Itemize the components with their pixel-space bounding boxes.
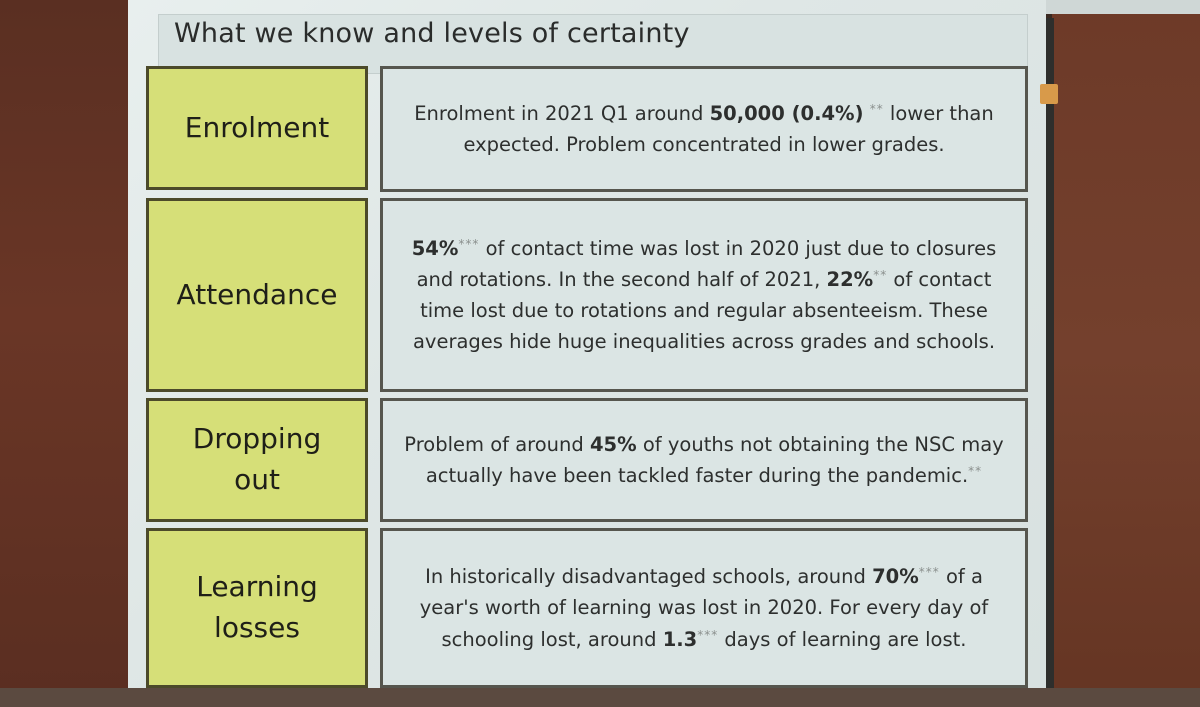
description-text: of contact time was lost in 2020 just due to closures and rotations. In the second half of 2021, [416,236,997,291]
description-text: of a year's worth of learning was lost in 2020. For every day of schooling lost, around [419,565,989,651]
row-label: Learning losses [196,570,318,644]
key-figure: 45% [589,432,637,456]
row-label: Dropping out [192,422,322,496]
row-description-cell [380,198,1028,392]
row-description [401,233,1007,358]
key-figure: 54% [411,236,459,260]
description-text: lower than expected. Problem concentrated in lower grades. [463,101,994,156]
description-text: In historically disadvantaged schools, around [425,565,873,589]
description-text: Problem of around [404,432,590,456]
certainty-stars: *** [918,565,940,580]
row-description-cell [380,528,1028,688]
slide-marker [1040,84,1058,104]
table-row-attendance [146,198,1026,392]
background-wall-right [1052,0,1200,707]
certainty-stars: *** [458,236,480,251]
key-figure: 1.3 [662,627,698,651]
row-description [401,98,1007,160]
row-label-cell [146,528,368,688]
row-label-cell [146,398,368,522]
background-wall-left [0,0,128,707]
table-row-dropping-out [146,398,1026,522]
projected-slide [128,0,1046,690]
table-row-enrolment [146,66,1026,190]
certainty-stars: ** [968,464,983,478]
description-text: days of learning are lost. [718,627,967,651]
row-description [401,561,1007,655]
slide-title: What we know and levels of certainty [174,18,690,49]
key-figure: 22% [826,267,874,291]
certainty-stars: ** [873,267,888,282]
row-label: Attendance [176,277,338,311]
key-figure: 50,000 (0.4%) [709,101,864,125]
row-label-cell [146,198,368,392]
row-description [401,429,1007,491]
certainty-stars: *** [697,627,719,642]
description-text: Enrolment in 2021 Q1 around [414,101,710,125]
row-label-cell [146,66,368,190]
description-text: of contact time lost due to rotations and regular absenteeism. These averages hide huge inequalities across grades and schools. [412,267,996,354]
description-text: of youths not obtaining the NSC may actually have been tackled faster during the pandemic. [425,432,1004,487]
row-label: Enrolment [184,110,330,144]
table-row-learning-losses [146,528,1026,688]
background-floor [0,688,1200,707]
key-figure: 70% [872,565,919,589]
row-description-cell [380,66,1028,192]
certainty-stars: ** [869,101,884,116]
row-description-cell [380,398,1028,522]
